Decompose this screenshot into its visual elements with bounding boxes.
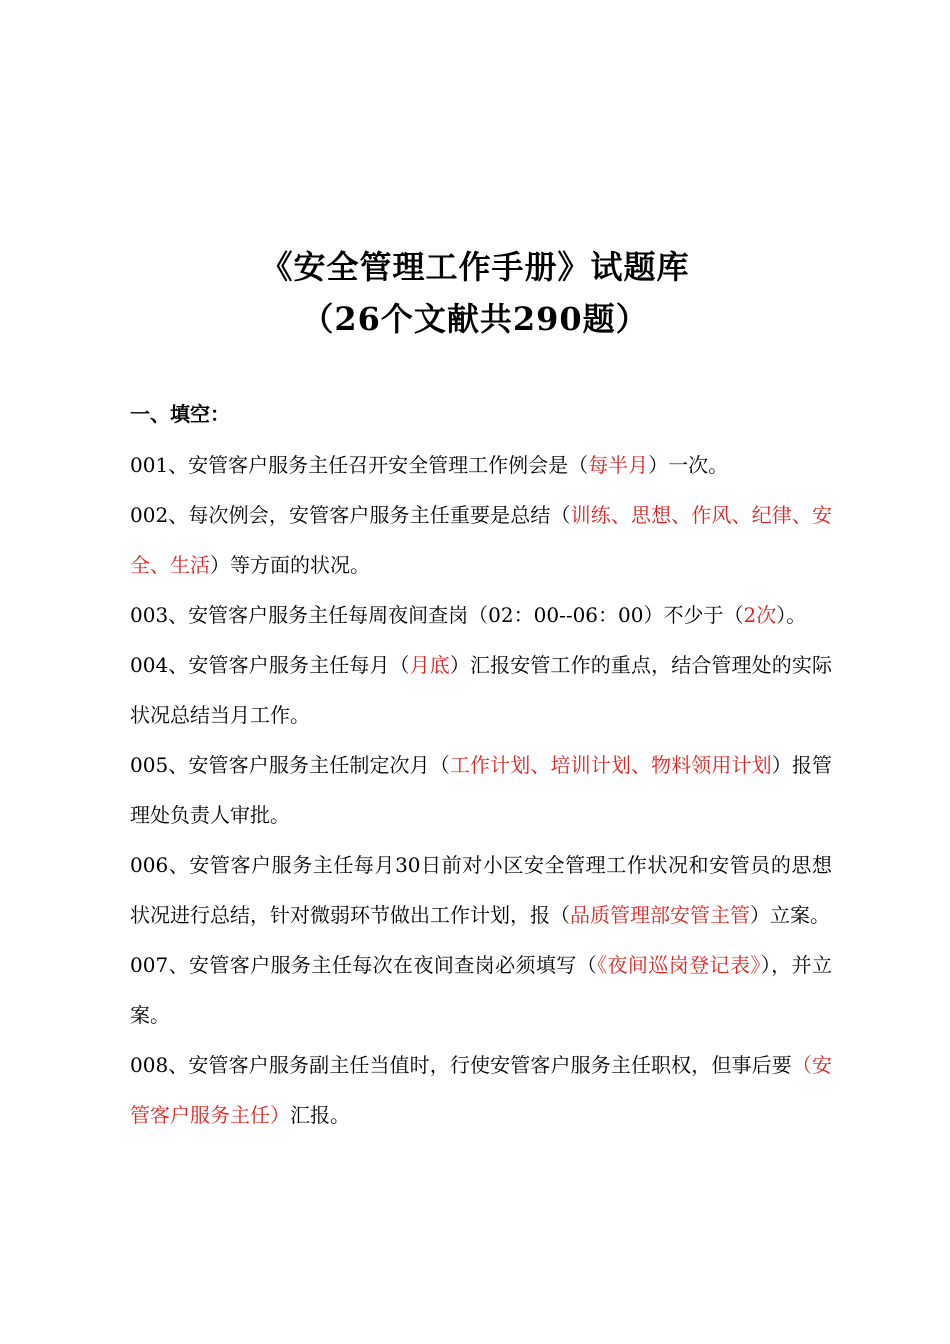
question-item-003	[130, 590, 832, 640]
answer-text: 训练、思想、作风、纪律、安全、生活	[130, 503, 832, 577]
document-title: 《安全管理工作手册》试题库	[260, 248, 690, 286]
question-item-008	[130, 1040, 832, 1140]
question-item-002	[130, 490, 832, 590]
question-text: 008、安管客户服务副主任当值时，行使安管客户服务主任职权，但事后要	[130, 1053, 792, 1077]
question-item-006	[130, 840, 832, 940]
question-text: ）立案。	[750, 903, 830, 927]
question-text: 001、安管客户服务主任召开安全管理工作例会是（	[130, 453, 589, 477]
answer-text: 2次	[743, 603, 777, 627]
answer-text: 每半月	[588, 453, 649, 477]
question-list	[130, 440, 832, 1140]
question-item-005	[130, 740, 832, 840]
question-text: ）一次。	[648, 453, 729, 477]
question-text: ）汇报安管工作的重点，结合管理处的实际状况总结当月工作。	[130, 653, 833, 727]
question-text: 汇报。	[290, 1103, 350, 1127]
answer-text: 《夜间巡岗登记表》	[597, 953, 761, 977]
section-heading: 一、填空：	[130, 402, 230, 426]
question-text: ）。	[776, 603, 807, 627]
question-text: 005、安管客户服务主任制定次月（	[130, 753, 450, 777]
question-text: 002、每次例会，安管客户服务主任重要是总结（	[130, 503, 571, 527]
question-item-007	[130, 940, 832, 1040]
question-item-001	[130, 440, 832, 490]
question-text: ），并立案。	[130, 953, 832, 1027]
question-item-004	[130, 640, 832, 740]
question-text: 007、安管客户服务主任每次在夜间查岗必须填写（	[130, 953, 598, 977]
answer-text: （安管客户服务主任）	[130, 1053, 832, 1127]
question-text: ）报管理处负责人审批。	[130, 753, 833, 827]
document-subtitle: （26个文献共290题）	[301, 300, 649, 338]
answer-text: 工作计划、培训计划、物料领用计划	[449, 753, 772, 777]
question-text: 003、安管客户服务主任每周夜间查岗（02：00--06：00）不少于（	[130, 603, 744, 627]
question-text: 004、安管客户服务主任每月（	[130, 653, 410, 677]
question-text: 006、安管客户服务主任每月30日前对小区安全管理工作状况和安管员的思想状况进行总结，针对微弱环节做出工作计划，报（	[130, 853, 832, 927]
question-text: ）等方面的状况。	[210, 553, 370, 577]
answer-text: 月底	[409, 653, 450, 677]
answer-text: 品质管理部安管主管	[570, 903, 750, 927]
